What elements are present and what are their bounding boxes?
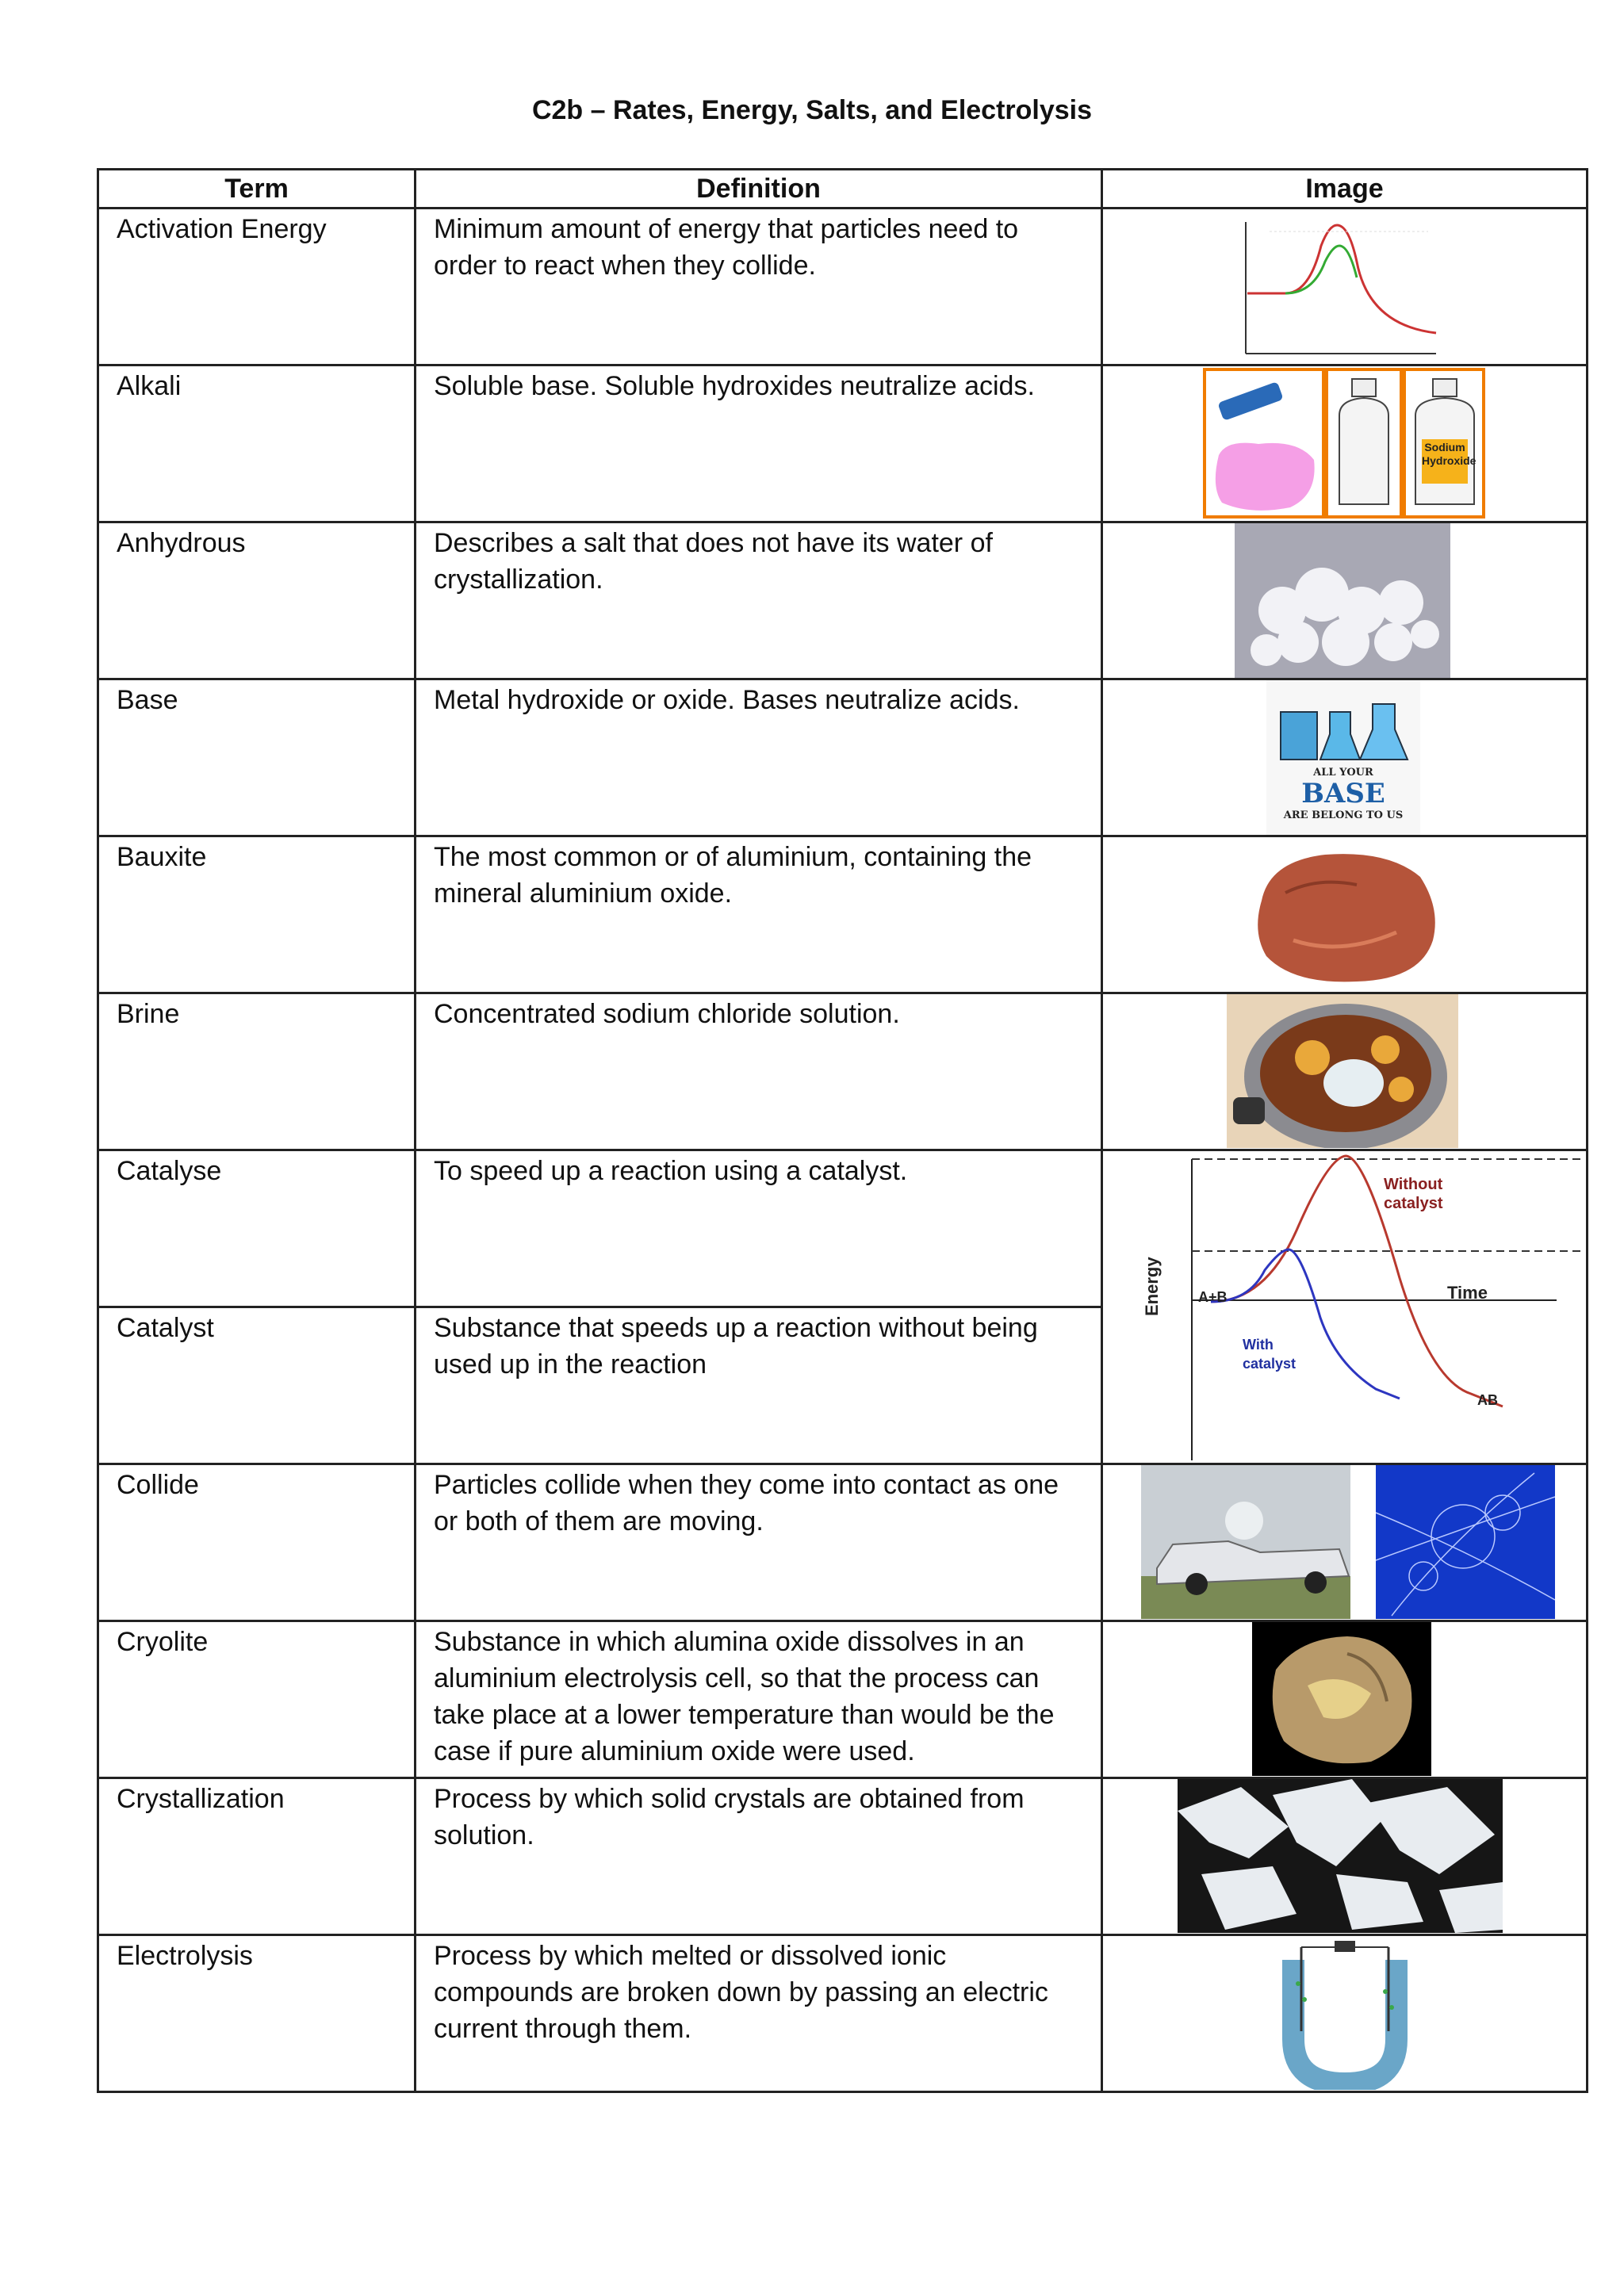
term-cell: Electrolysis (98, 1935, 416, 2092)
page-title: C2b – Rates, Energy, Salts, and Electrolysis (531, 95, 1093, 125)
table-row (98, 522, 1588, 679)
definition-cell: Particles collide when they come into contact as one or both of them are moving. (416, 1464, 1102, 1621)
term-cell: Activation Energy (98, 209, 416, 365)
without-catalyst-label: Without catalyst (1384, 1176, 1443, 1212)
image-cell (1102, 1778, 1588, 1935)
definition-cell: Soluble base. Soluble hydroxides neutralize acids. (416, 365, 1102, 522)
image-cell (1102, 1150, 1588, 1464)
definition-cell: The most common or of aluminium, containing the mineral aluminium oxide. (416, 836, 1102, 993)
catalyst-energy-graph-icon (1170, 1151, 1582, 1464)
table-row (98, 1935, 1588, 2092)
definition-cell: Process by which melted or dissolved ionic compounds are broken down by passing an electric current through them. (416, 1935, 1102, 2092)
header-row (98, 170, 1588, 209)
table-row (98, 993, 1588, 1150)
time-axis-label: Time (1447, 1283, 1488, 1303)
term-cell: Brine (98, 993, 416, 1150)
term-cell: Catalyst (98, 1307, 416, 1464)
table-row (98, 1621, 1588, 1778)
image-header: Image (1102, 170, 1588, 209)
term-cell: Crystallization (98, 1778, 416, 1935)
definition-cell: To speed up a reaction using a catalyst. (416, 1150, 1102, 1307)
products-label: AB (1477, 1392, 1498, 1408)
activation-energy-graph-icon (1238, 214, 1444, 362)
brine-pot-icon (1227, 994, 1458, 1148)
image-cell (1102, 209, 1588, 365)
term-cell: Collide (98, 1464, 416, 1621)
table-row (98, 209, 1588, 365)
reactants-label: A+B (1198, 1289, 1228, 1305)
particle-tracks-icon (1376, 1465, 1555, 1619)
base-caption-top: ALL YOUR (1313, 767, 1373, 779)
image-cell (1102, 522, 1588, 679)
anhydrous-salt-icon (1235, 523, 1450, 679)
term-cell: Cryolite (98, 1621, 416, 1778)
crystals-icon (1178, 1779, 1503, 1933)
energy-axis-label: Energy (1142, 1257, 1162, 1316)
table-row (98, 1150, 1588, 1307)
definition-cell: Process by which solid crystals are obtained from solution. (416, 1778, 1102, 1935)
glossary-table (97, 168, 1588, 2093)
definition-cell: Concentrated sodium chloride solution. (416, 993, 1102, 1150)
image-cell (1102, 1464, 1588, 1621)
term-cell: Base (98, 679, 416, 836)
definition-cell: Minimum amount of energy that particles need to order to react when they collide. (416, 209, 1102, 365)
image-cell (1102, 1621, 1588, 1778)
table-row (98, 1778, 1588, 1935)
base-caption-main: BASE (1301, 778, 1385, 809)
term-cell: Catalyse (98, 1150, 416, 1307)
alkali-bottle-label: Sodium Hydroxide (1422, 441, 1477, 467)
definition-header: Definition (416, 170, 1102, 209)
electrolysis-cell-icon (1246, 1936, 1444, 2090)
table-row (98, 836, 1588, 993)
with-catalyst-label: With catalyst (1243, 1337, 1297, 1372)
definition-cell: Describes a salt that does not have its water of crystallization. (416, 522, 1102, 679)
image-cell (1102, 679, 1588, 836)
table-row (98, 1464, 1588, 1621)
term-header: Term (98, 170, 416, 209)
car-crash-icon (1141, 1465, 1350, 1619)
table-row (98, 365, 1588, 522)
cryolite-mineral-icon (1252, 1622, 1431, 1776)
term-cell: Alkali (98, 365, 416, 522)
image-cell (1102, 836, 1588, 993)
image-cell (1102, 365, 1588, 522)
image-cell (1102, 993, 1588, 1150)
base-caption-bottom: ARE BELONG TO US (1283, 809, 1404, 821)
definition-cell: Substance that speeds up a reaction without being used up in the reaction (416, 1307, 1102, 1464)
table-row (98, 679, 1588, 836)
term-cell: Anhydrous (98, 522, 416, 679)
term-cell: Bauxite (98, 836, 416, 993)
definition-cell: Substance in which alumina oxide dissolves in an aluminium electrolysis cell, so that the process can take place at a lower temperature than would be the case if pure aluminium oxide were used. (416, 1621, 1102, 1778)
image-cell (1102, 1935, 1588, 2092)
definition-cell: Metal hydroxide or oxide. Bases neutralize acids. (416, 679, 1102, 836)
bauxite-rock-icon (1246, 845, 1442, 988)
